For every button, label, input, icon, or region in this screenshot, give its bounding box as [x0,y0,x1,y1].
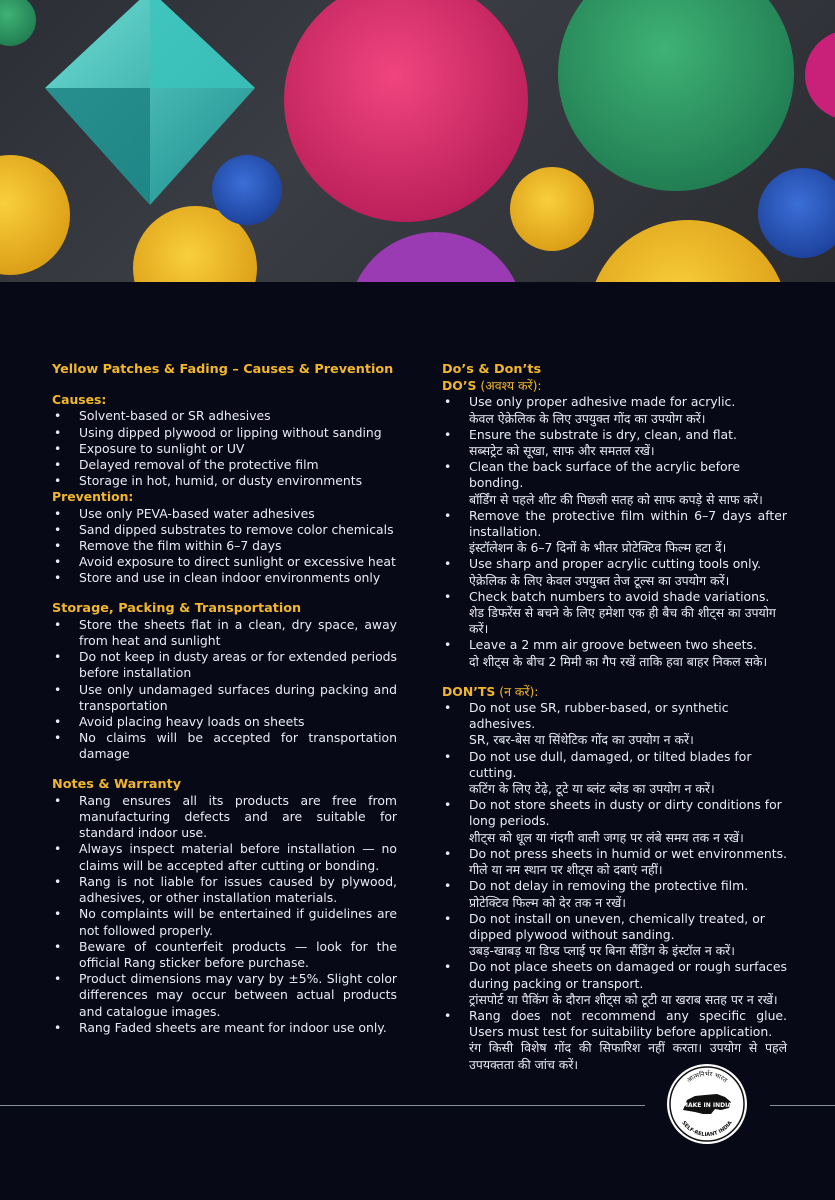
list-item: • Solvent-based or SR adhesives [52,408,397,424]
list-item: • Store and use in clean indoor environments only [52,570,397,586]
list-item: • Use sharp and proper acrylic cutting tools only. ऐक्रेलिक के लिए केवल उपयुक्त तेज टूल्स का उपयोग करें। [442,556,787,588]
list-item: • Do not keep in dusty areas or for extended periods before installation [52,649,397,681]
list-item: • Remove the protective film within 6–7 days after installation. इंस्टॉलेशन के 6–7 दिनों के भीतर प्रोटेक्टिव फिल्म हटा दें। [442,508,787,557]
list-item: • Do not delay in removing the protective film. प्रोटेक्टिव फिल्म को देर तक न रखें। [442,878,787,910]
list-item: • Always inspect material before installation — no claims will be accepted after cutting or bonding. [52,841,397,873]
list-item: • Do not place sheets on damaged or rough surfaces during packing or transport. ट्रांसपोर्ट या पैकिंग के दौरान शीट्स को टूटी या खराब सतह पर न रखें। [442,959,787,1008]
dos-list [442,394,787,669]
list-item: • Check batch numbers to avoid shade variations. शेड डिफरेंस से बचने के लिए हमेशा एक ही बैच की शीट्स का उपयोग करें। [442,589,787,638]
badge-bottom-text: SELF-RELIANT INDIA [680,1120,734,1139]
prevention-list [52,506,397,587]
right-column [442,362,787,1073]
list-item: • No complaints will be entertained if guidelines are not followed properly. [52,906,397,938]
list-item: • Product dimensions may vary by ±5%. Slight color differences may occur between actual products and catalogue images. [52,971,397,1020]
list-item: • Do not use dull, damaged, or tilted blades for cutting. कटिंग के लिए टेढ़े, टूटे या ब्लंट ब्लेड का उपयोग न करें। [442,749,787,798]
notes-warranty-heading: Notes & Warranty [52,776,182,792]
dos-heading [442,378,787,394]
dos-donts-heading: Do’s & Don’ts [442,362,542,377]
list-item: • Beware of counterfeit products — look for the official Rang sticker before purchase. [52,939,397,971]
yellow-patches-heading: Yellow Patches & Fading – Causes & Prevention [52,362,394,377]
list-item: • Avoid exposure to direct sunlight or excessive heat [52,554,397,570]
list-item: • Storage in hot, humid, or dusty environments [52,473,397,489]
list-item: • Delayed removal of the protective film [52,457,397,473]
prevention-label: Prevention: [52,489,134,505]
donts-list [442,700,787,1073]
list-item: • Ensure the substrate is dry, clean, and flat. सब्सट्रेट को सूखा, साफ और समतल रखें। [442,427,787,459]
list-item: • Rang is not liable for issues caused by plywood, adhesives, or other installation materials. [52,874,397,906]
list-item: • Using dipped plywood or lipping without sanding [52,425,397,441]
list-item: • No claims will be accepted for transportation damage [52,730,397,762]
make-in-india-badge [665,1062,749,1146]
list-item: • Do not press sheets in humid or wet environments. गीले या नम स्थान पर शीट्स को दबाएं नहीं। [442,846,787,878]
list-item: • Do not install on uneven, chemically treated, or dipped plywood without sanding. उबड़-खाबड़ या डिप्ड प्लाई पर बिना सैंडिंग के इंस्टॉल न करें। [442,911,787,960]
list-item: • Leave a 2 mm air groove between two sheets. दो शीट्स के बीच 2 मिमी का गैप रखें ताकि हवा बाहर निकल सके। [442,637,787,669]
list-item: • Use only PEVA-based water adhesives [52,506,397,522]
list-item: • Clean the back surface of the acrylic before bonding. बॉर्डिंग से पहले शीट की पिछली सतह को साफ कपड़े से साफ करें। [442,459,787,508]
list-item: • Exposure to sunlight or UV [52,441,397,457]
list-item: • Do not use SR, rubber-based, or synthetic adhesives. SR, रबर-बेस या सिंथेटिक गोंद का उपयोग न करें। [442,700,787,749]
notes-list [52,793,397,1036]
list-item: • Rang Faded sheets are meant for indoor use only. [52,1020,397,1036]
badge-top-text: आत्मनिर्भर भारत [685,1069,729,1085]
causes-label: Causes: [52,392,107,408]
storage-list [52,617,397,763]
dos-label: DO’S [442,378,477,394]
left-column [52,362,397,1036]
list-item: • Sand dipped substrates to remove color chemicals [52,522,397,538]
storage-heading: Storage, Packing & Transportation [52,600,302,616]
list-item: • Use only undamaged surfaces during packing and transportation [52,682,397,714]
badge-main-text: MAKE IN INDIA [682,1102,732,1109]
footer-divider-right [770,1105,835,1106]
list-item: • Avoid placing heavy loads on sheets [52,714,397,730]
list-item: • Rang ensures all its products are free from manufacturing defects and are suitable for standard indoor use. [52,793,397,842]
donts-label: DON’TS [442,683,496,699]
list-item: • Use only proper adhesive made for acrylic. केवल ऐक्रेलिक के लिए उपयुक्त गोंद का उपयोग करें। [442,394,787,426]
causes-list [52,408,397,489]
donts-hindi-label: (न करें): [499,683,539,699]
footer-divider-left [0,1105,645,1106]
list-item: • Store the sheets flat in a clean, dry space, away from heat and sunlight [52,617,397,649]
dos-hindi-label: (अवश्य करें): [480,378,542,394]
list-item: • Do not store sheets in dusty or dirty conditions for long periods. शीट्स को धूल या गंदगी वाली जगह पर लंबे समय तक न रखें। [442,797,787,846]
hero-image [0,0,835,282]
donts-heading [442,684,787,700]
list-item: • Remove the film within 6–7 days [52,538,397,554]
list-item: • Rang does not recommend any specific glue. Users must test for suitability before application. रंग किसी विशेष गोंद की सिफारिश नहीं करता। उपयोग से पहले उपयक्तता की जांच करें। [442,1008,787,1073]
